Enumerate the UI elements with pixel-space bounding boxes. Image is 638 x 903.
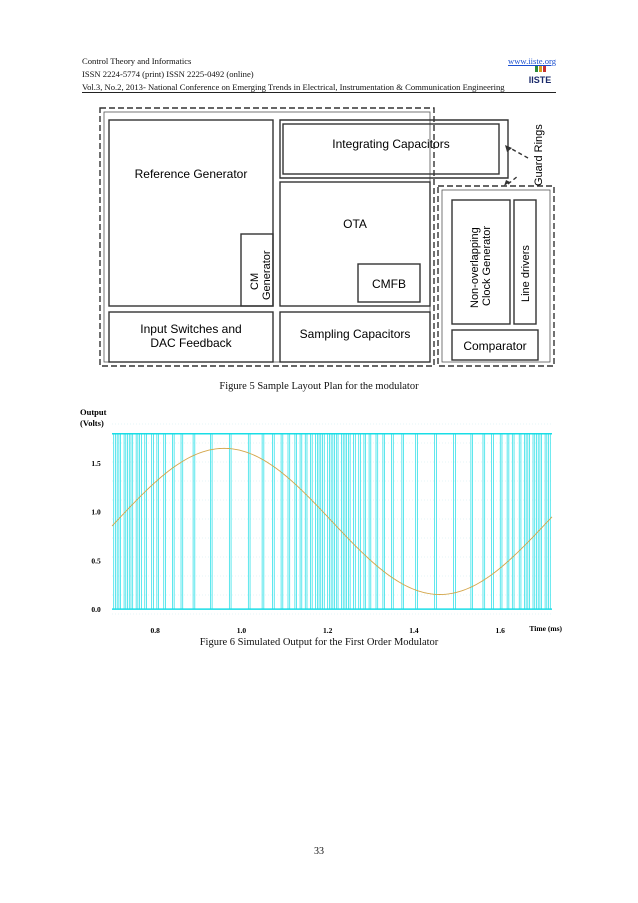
y-tick-label: 0.0 <box>91 605 101 615</box>
y-tick-label: 1.0 <box>91 507 101 517</box>
figure6-caption: Figure 6 Simulated Output for the First Order Modulator <box>199 637 439 648</box>
guard-arrow-2 <box>508 176 518 184</box>
block-ota <box>280 182 430 306</box>
label-cm-generator-2: Generator <box>261 250 273 300</box>
header-rule <box>82 92 556 93</box>
label-guard-rings: Guard Rings <box>533 124 545 186</box>
x-tick-label: 0.8 <box>150 626 160 635</box>
x-axis-label: Time (ms) <box>529 624 562 633</box>
label-integrating-capacitors: Integrating Capacitors <box>332 137 450 151</box>
x-tick-label: 1.0 <box>236 626 247 635</box>
y-axis-label-2: (Volts) <box>80 418 104 428</box>
issn-line: ISSN 2224-5774 (print) ISSN 2225-0492 (online) <box>82 69 254 79</box>
label-input-switches-2: DAC Feedback <box>150 336 232 350</box>
modulator-output-chart <box>78 404 564 640</box>
y-tick-label: 1.5 <box>91 458 101 468</box>
guard-arrow-1 <box>510 148 528 158</box>
label-ota: OTA <box>343 217 367 231</box>
label-comparator: Comparator <box>463 339 527 353</box>
label-cmfb: CMFB <box>372 277 406 291</box>
volume-line: Vol.3, No.2, 2013- National Conference on Emerging Trends in Electrical, Instrumentation & Communication Engineering <box>82 82 505 92</box>
label-input-switches-1: Input Switches and <box>140 322 242 336</box>
label-line-drivers: Line drivers <box>520 245 532 302</box>
y-tick-label: 0.5 <box>91 556 101 566</box>
y-axis-label-1: Output <box>80 407 107 417</box>
logo-text: IISTE <box>528 75 552 85</box>
x-tick-label: 1.4 <box>409 626 419 635</box>
layout-plan-figure <box>96 100 558 376</box>
journal-name: Control Theory and Informatics <box>82 56 192 66</box>
label-clock-generator-2: Clock Generator <box>481 225 493 306</box>
label-reference-generator: Reference Generator <box>134 167 248 181</box>
iiste-logo <box>526 66 554 86</box>
series-sine-input <box>112 448 552 594</box>
inner-ring-right <box>442 190 550 362</box>
x-tick-label: 1.2 <box>322 626 333 635</box>
page-number: 33 <box>314 846 324 857</box>
figure5-caption: Figure 5 Sample Layout Plan for the modulator <box>219 381 419 392</box>
x-tick-label: 1.6 <box>495 626 505 635</box>
label-sampling-capacitors: Sampling Capacitors <box>299 327 411 341</box>
label-clock-generator-1: Non-overlapping <box>469 227 481 308</box>
journal-url-link[interactable]: www.iiste.org <box>508 56 556 66</box>
label-cm-generator-1: CM <box>249 272 261 290</box>
